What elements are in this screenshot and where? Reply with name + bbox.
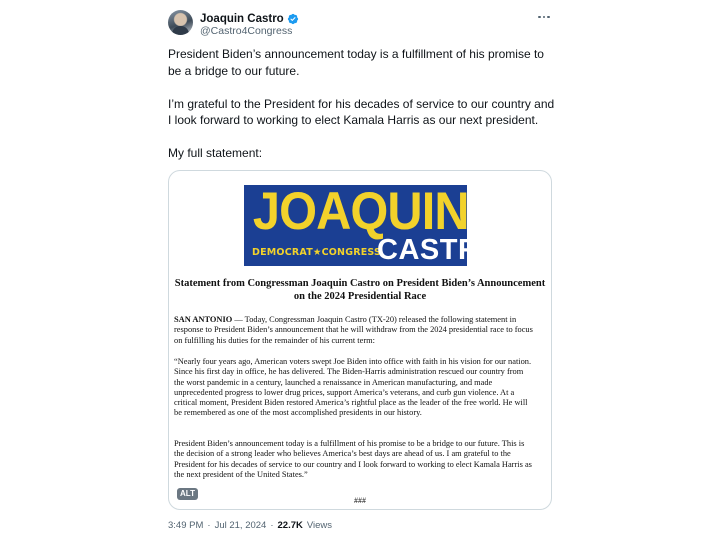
separator: ·: [207, 520, 211, 531]
logo-surname: CASTRO: [377, 234, 503, 266]
tweet-paragraph: My full statement:: [168, 146, 263, 160]
dateline: SAN ANTONIO: [174, 315, 233, 324]
end-mark: ###: [354, 496, 366, 505]
avatar[interactable]: [168, 10, 193, 35]
campaign-logo: [244, 182, 503, 266]
post-time[interactable]: 3:49 PM: [168, 520, 204, 531]
alt-text-badge[interactable]: ALT: [177, 488, 198, 500]
views-label: Views: [306, 520, 333, 531]
tweet-paragraph: I’m grateful to the President for his decades of service to our country and I look forward to working to elect Kamala Harris as our next president.: [168, 96, 555, 127]
views-count: 22.7K: [277, 520, 303, 531]
more-options-icon[interactable]: [536, 11, 552, 23]
logo-name: JOAQUIN: [252, 182, 469, 241]
statement-title: Statement from Congressman Joaquin Castro on President Biden’s Announcement on the 2024 Presidential Race: [174, 278, 546, 302]
statement-paragraph: President Biden’s announcement today is a fulfillment of his promise to be a bridge to our future. This is the decision of a strong leader who believes America’s best days are ahead of us. I am grateful to the President for his decades of service to our country and I look forward to working to elect Kamala Harris as the next president of the United States.”: [174, 439, 532, 479]
post-date[interactable]: Jul 21, 2024: [214, 520, 267, 531]
separator: ·: [270, 520, 274, 531]
logo-subtitle: DEMOCRAT★CONGRESS: [252, 247, 382, 258]
verified-badge-icon: [287, 13, 299, 25]
statement-paragraph: [174, 315, 534, 346]
author-name[interactable]: Joaquin Castro: [200, 13, 284, 25]
tweet-paragraph: President Biden’s announcement today is a fulfillment of his promise to be a bridge to our future.: [168, 47, 544, 78]
statement-text: — Today, Congressman Joaquin Castro (TX-20) released the following statement in response to President Biden’s announcement that he will withdraw from the 2024 presidential race to focus on fulfilling his duties for the remainder of his current term:: [174, 315, 533, 345]
statement-image[interactable]: [168, 170, 552, 510]
tweet-text: [168, 46, 558, 162]
tweet-meta: [168, 520, 332, 531]
statement-paragraph: “Nearly four years ago, American voters swept Joe Biden into office with faith in his vision for our nation. Since his first day in office, he has delivered. The Biden-Harris administration rescued our country from the worst pandemic in a century, launched a renaissance in American manufacturing, and made unprecedented progress to lower drug prices, support America’s veterans, and curb gun violence. At a critical moment, President Biden restored America’s rightful place as the leader of the free world. He will be remembered as one of the most accomplished presidents in our history.: [174, 357, 532, 418]
author-handle[interactable]: @Castro4Congress: [200, 25, 293, 37]
